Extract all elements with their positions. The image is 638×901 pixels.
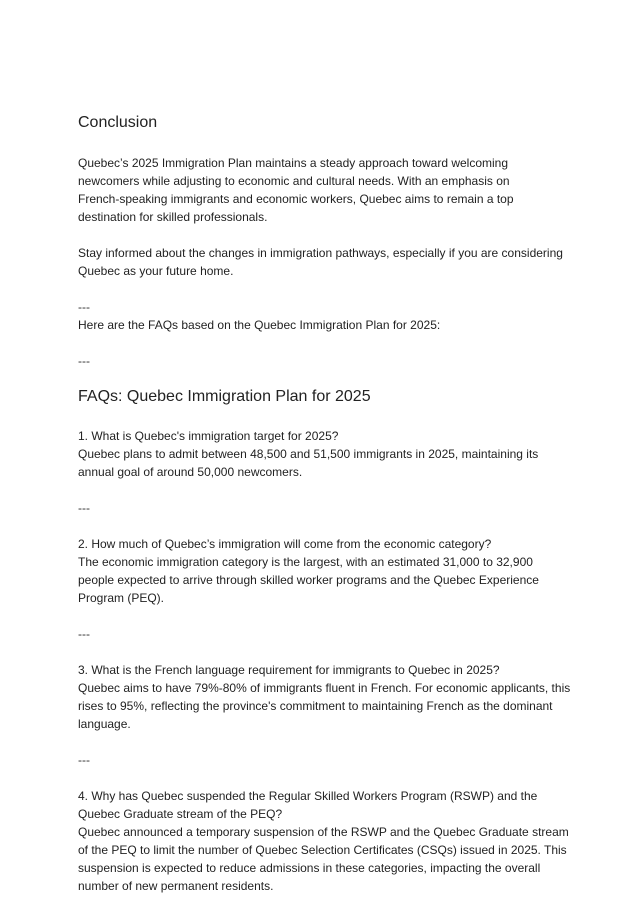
spacer [78, 334, 578, 352]
faq-2-answer: The economic immigration category is the largest, with an estimated 31,000 to 32,900 people expected to arrive through skilled worker programs and the Quebec Experience Program (PEQ). [78, 555, 539, 605]
conclusion-heading: Conclusion [78, 114, 158, 131]
faq-separator: --- [78, 627, 90, 641]
transition-line: Here are the FAQs based on the Quebec Immigration Plan for 2025: [78, 318, 441, 332]
spacer [78, 769, 578, 787]
faq-separator: --- [78, 501, 90, 515]
conclusion-paragraph-1: Quebec’s 2025 Immigration Plan maintains a steady approach toward welcoming newcomers while adjusting to economic and cultural needs. With an emphasis on French-speaking immigrants and economic workers, Quebec aims to remain a top destination for skilled professionals. [78, 156, 514, 224]
faq-3-answer: Quebec aims to have 79%-80% of immigrants fluent in French. For economic applicants, this rises to 95%, reflecting the province's commitment to maintaining French as the dominant language. [78, 681, 571, 731]
spacer [78, 517, 578, 535]
faq-2-question: 2. How much of Quebec’s immigration will come from the economic category? [78, 537, 492, 551]
faq-1-question: 1. What is Quebec's immigration target for 2025? [78, 429, 339, 443]
spacer [78, 733, 578, 751]
conclusion-paragraph-2: Stay informed about the changes in immigration pathways, especially if you are considering Quebec as your future home. [78, 246, 563, 278]
spacer [78, 481, 578, 499]
faq-4-question: 4. Why has Quebec suspended the Regular Skilled Workers Program (RSWP) and the Quebec Graduate stream of the PEQ? [78, 789, 538, 821]
spacer [78, 370, 578, 386]
faq-3-question: 3. What is the French language requirement for immigrants to Quebec in 2025? [78, 663, 500, 677]
spacer [78, 607, 578, 625]
faq-4-answer: Quebec announced a temporary suspension of the RSWP and the Quebec Graduate stream of the PEQ to limit the number of Quebec Selection Certificates (CSQs) issued in 2025. This suspension is expected to reduce admissions in these categories, impacting the overall number of new permanent residents. [78, 825, 569, 893]
transition-divider-1: --- [78, 300, 90, 314]
faq-separator: --- [78, 753, 90, 767]
faqs-heading: FAQs: Quebec Immigration Plan for 2025 [78, 388, 371, 405]
document-content [78, 112, 578, 895]
spacer [78, 280, 578, 298]
faq-1-answer: Quebec plans to admit between 48,500 and 51,500 immigrants in 2025, maintaining its annual goal of around 50,000 newcomers. [78, 447, 539, 479]
spacer [78, 226, 578, 244]
spacer [78, 643, 578, 661]
transition-divider-2: --- [78, 354, 90, 368]
